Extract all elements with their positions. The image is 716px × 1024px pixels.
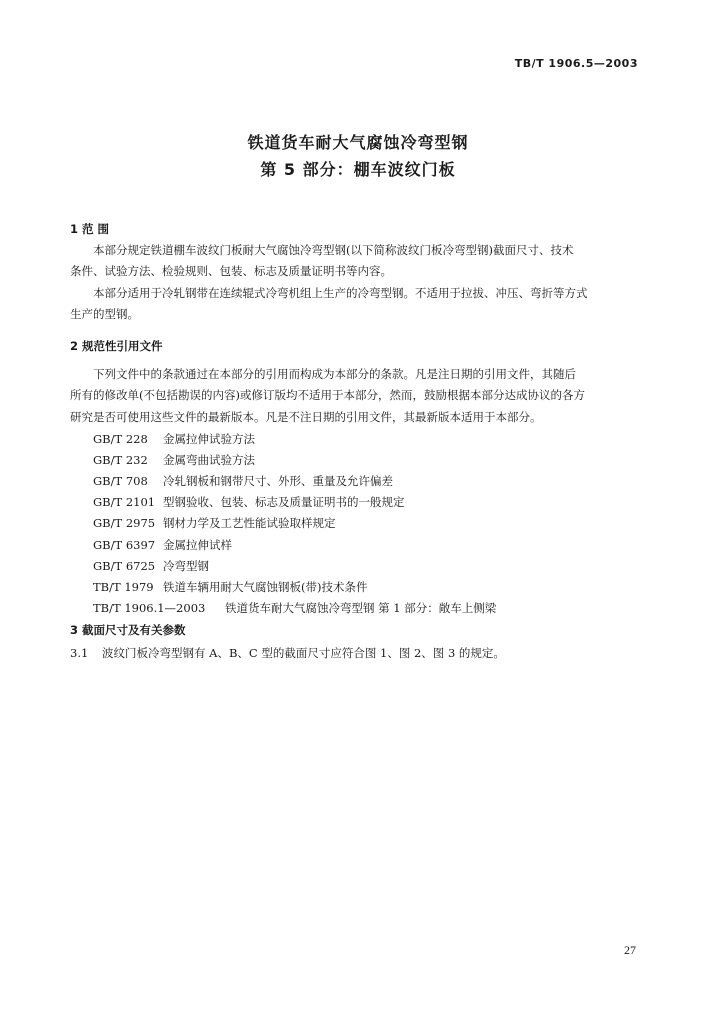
reference-item — [93, 473, 393, 489]
clause-text: 波纹门板冷弯型钢有 A、B、C 型的截面尺寸应符合图 1、图 2、图 3 的规定。 — [102, 646, 505, 660]
reference-title: 冷弯型钢 — [163, 559, 209, 573]
reference-title: 钢材力学及工艺性能试验取样规定 — [163, 516, 336, 530]
reference-item — [93, 537, 232, 553]
clause-3-1 — [70, 645, 505, 662]
reference-title: 金属弯曲试验方法 — [163, 453, 255, 467]
title-line-1: 铁道货车耐大气腐蚀冷弯型钢 — [247, 133, 469, 152]
reference-title: 金属拉伸试验方法 — [163, 432, 255, 446]
reference-title: 型钢验收、包装、标志及质量证明书的一般规定 — [163, 495, 405, 509]
section-1-heading: 1 范 围 — [70, 222, 110, 236]
reference-item — [93, 600, 496, 616]
reference-title: 金属拉伸试样 — [163, 538, 232, 552]
reference-code: GB/T 2975 — [93, 516, 156, 530]
reference-code: GB/T 708 — [93, 474, 148, 488]
reference-code: GB/T 2101 — [93, 495, 156, 509]
reference-item — [93, 558, 209, 574]
section-2-para-line-2: 所有的修改单(不包括勘误的内容)或修订版均不适用于本部分，然而，鼓励根据本部分达成协议的各方 — [70, 388, 585, 402]
reference-title: 铁道货车耐大气腐蚀冷弯型钢 第 1 部分：敞车上侧梁 — [225, 601, 497, 615]
reference-title: 铁道车辆用耐大气腐蚀钢板(带)技术条件 — [163, 580, 368, 594]
reference-title: 冷轧钢板和钢带尺寸、外形、重量及允许偏差 — [163, 474, 393, 488]
section-2-para-line-3: 研究是否可使用这些文件的最新版本。凡是不注日期的引用文件，其最新版本适用于本部分。 — [70, 410, 542, 424]
title-line-2: 第 5 部分：棚车波纹门板 — [260, 160, 456, 179]
section-1-para-1-line-2: 条件、试验方法、检验规则、包装、标志及质量证明书等内容。 — [70, 264, 392, 278]
reference-code: TB/T 1979 — [93, 580, 154, 594]
reference-code: GB/T 6725 — [93, 559, 156, 573]
section-2-para-line-1: 下列文件中的条款通过在本部分的引用而构成为本部分的条款。凡是注日期的引用文件，其随后 — [93, 367, 576, 381]
clause-number: 3.1 — [70, 646, 89, 660]
section-1-para-1-line-1: 本部分规定铁道棚车波纹门板耐大气腐蚀冷弯型钢(以下简称波纹门板冷弯型钢)截面尺寸、技术 — [93, 243, 574, 257]
reference-code: GB/T 228 — [93, 432, 148, 446]
reference-code: TB/T 1906.1—2003 — [93, 601, 206, 615]
reference-item — [93, 579, 367, 595]
section-2-heading: 2 规范性引用文件 — [70, 339, 163, 353]
reference-item — [93, 431, 255, 447]
reference-item — [93, 515, 336, 531]
reference-code: GB/T 232 — [93, 453, 148, 467]
reference-code: GB/T 6397 — [93, 538, 156, 552]
section-3-heading: 3 截面尺寸及有关参数 — [70, 623, 186, 637]
section-1-para-2-line-1: 本部分适用于冷轧钢带在连续辊式冷弯机组上生产的冷弯型钢。不适用于拉拔、冲压、弯折等方式 — [93, 286, 588, 300]
reference-item — [93, 452, 255, 468]
reference-item — [93, 494, 405, 510]
document-code: TB/T 1906.5—2003 — [514, 57, 638, 70]
section-1-para-2-line-2: 生产的型钢。 — [70, 307, 139, 321]
page-number: 27 — [624, 943, 636, 957]
